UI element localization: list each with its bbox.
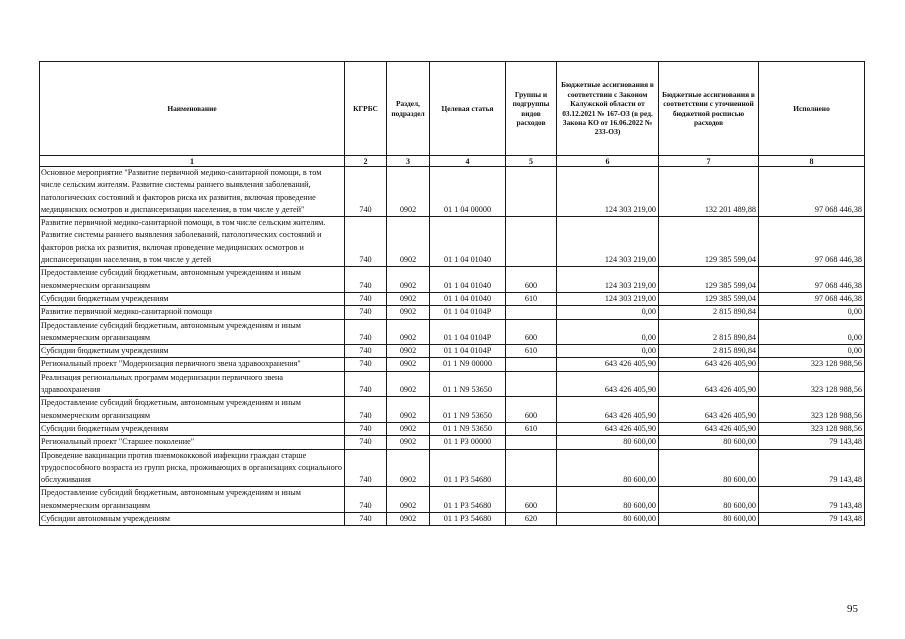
row-name: Проведение вакцинации против пневмококковой инфекции граждан старше трудоспособного возраста из групп риска, проживающих в организациях социального обслуживания <box>40 449 345 487</box>
row-section: 0902 <box>387 422 430 435</box>
row-kgrbs: 740 <box>345 513 387 526</box>
row-section: 0902 <box>387 306 430 319</box>
row-expense-group: 610 <box>506 422 557 435</box>
column-number-row <box>40 156 865 167</box>
row-budget-law: 0,00 <box>557 319 659 345</box>
row-name: Реализация региональных программ модернизации первичного звена здравоохранения <box>40 371 345 397</box>
row-name: Субсидии автономным учреждениям <box>40 513 345 526</box>
row-name: Предоставление субсидий бюджетным, автономным учреждениям и иным некоммерческим организациям <box>40 397 345 423</box>
row-target-article: 01 1 04 0104Р <box>430 319 506 345</box>
row-kgrbs: 740 <box>345 319 387 345</box>
column-number: 8 <box>759 156 865 167</box>
row-kgrbs: 740 <box>345 217 387 267</box>
row-section: 0902 <box>387 167 430 217</box>
row-name: Субсидии бюджетным учреждениям <box>40 422 345 435</box>
row-expense-group <box>506 167 557 217</box>
row-budget-law: 643 426 405,90 <box>557 422 659 435</box>
row-name: Основное мероприятие "Развитие первичной медико-санитарной помощи, в том числе сельским жителям. Развитие системы раннего выявления заболеваний, патологических состояний и факторов риска их развития, включая проведение медицинских осмотров и диспансеризации населения, в том числе у детей" <box>40 167 345 217</box>
row-expense-group <box>506 436 557 449</box>
page-number: 95 <box>847 603 858 615</box>
row-expense-group: 600 <box>506 397 557 423</box>
row-target-article: 01 1 P3 54680 <box>430 449 506 487</box>
row-section: 0902 <box>387 397 430 423</box>
row-section: 0902 <box>387 345 430 358</box>
column-number: 4 <box>430 156 506 167</box>
row-target-article: 01 1 N9 53650 <box>430 397 506 423</box>
row-kgrbs: 740 <box>345 345 387 358</box>
table-header <box>40 62 865 167</box>
row-name: Предоставление субсидий бюджетным, автономным учреждениям и иным некоммерческим организациям <box>40 267 345 293</box>
row-executed: 0,00 <box>759 306 865 319</box>
header-budget-refined: Бюджетные ассигнования в соответствии с уточненной бюджетной росписью расходов <box>659 62 759 156</box>
row-budget-refined: 132 201 489,88 <box>659 167 759 217</box>
row-target-article: 01 1 N9 00000 <box>430 358 506 371</box>
row-budget-refined: 643 426 405,90 <box>659 397 759 423</box>
row-expense-group: 610 <box>506 292 557 305</box>
row-section: 0902 <box>387 292 430 305</box>
table-row <box>40 319 865 345</box>
row-expense-group: 600 <box>506 267 557 293</box>
row-budget-law: 124 303 219,00 <box>557 267 659 293</box>
row-expense-group <box>506 449 557 487</box>
row-expense-group: 620 <box>506 513 557 526</box>
row-executed: 323 128 988,56 <box>759 371 865 397</box>
row-name: Субсидии бюджетным учреждениям <box>40 345 345 358</box>
row-target-article: 01 1 N9 53650 <box>430 371 506 397</box>
row-budget-refined: 2 815 890,84 <box>659 319 759 345</box>
row-section: 0902 <box>387 319 430 345</box>
row-expense-group <box>506 358 557 371</box>
header-name: Наименование <box>40 62 345 156</box>
row-budget-refined: 80 600,00 <box>659 487 759 513</box>
row-target-article: 01 1 P3 54680 <box>430 487 506 513</box>
header-target-article: Целевая статья <box>430 62 506 156</box>
row-section: 0902 <box>387 513 430 526</box>
column-number: 3 <box>387 156 430 167</box>
table-row <box>40 397 865 423</box>
row-name: Развитие первичной медико-санитарной помощи <box>40 306 345 319</box>
row-budget-law: 80 600,00 <box>557 513 659 526</box>
row-target-article: 01 1 04 0104Р <box>430 306 506 319</box>
column-number: 5 <box>506 156 557 167</box>
row-kgrbs: 740 <box>345 267 387 293</box>
budget-execution-table <box>39 61 865 526</box>
column-number: 6 <box>557 156 659 167</box>
row-target-article: 01 1 04 01040 <box>430 217 506 267</box>
row-budget-law: 643 426 405,90 <box>557 371 659 397</box>
row-name: Предоставление субсидий бюджетным, автономным учреждениям и иным некоммерческим организациям <box>40 319 345 345</box>
row-executed: 97 068 446,38 <box>759 167 865 217</box>
row-section: 0902 <box>387 358 430 371</box>
row-budget-law: 0,00 <box>557 345 659 358</box>
table-row <box>40 217 865 267</box>
row-budget-law: 124 303 219,00 <box>557 217 659 267</box>
row-kgrbs: 740 <box>345 436 387 449</box>
row-executed: 0,00 <box>759 345 865 358</box>
row-executed: 323 128 988,56 <box>759 358 865 371</box>
header-expense-groups: Группы и подгруппы видов расходов <box>506 62 557 156</box>
row-target-article: 01 1 N9 53650 <box>430 422 506 435</box>
row-expense-group <box>506 217 557 267</box>
row-budget-refined: 80 600,00 <box>659 436 759 449</box>
row-executed: 97 068 446,38 <box>759 292 865 305</box>
row-executed: 97 068 446,38 <box>759 267 865 293</box>
row-target-article: 01 1 04 01040 <box>430 267 506 293</box>
row-name: Региональный проект "Старшее поколение" <box>40 436 345 449</box>
row-kgrbs: 740 <box>345 358 387 371</box>
column-number: 7 <box>659 156 759 167</box>
column-number: 2 <box>345 156 387 167</box>
row-budget-law: 80 600,00 <box>557 487 659 513</box>
row-kgrbs: 740 <box>345 487 387 513</box>
header-section: Раздел, подраздел <box>387 62 430 156</box>
row-kgrbs: 740 <box>345 306 387 319</box>
row-kgrbs: 740 <box>345 397 387 423</box>
row-kgrbs: 740 <box>345 449 387 487</box>
row-section: 0902 <box>387 436 430 449</box>
row-target-article: 01 1 04 0104Р <box>430 345 506 358</box>
table-row <box>40 167 865 217</box>
row-expense-group <box>506 371 557 397</box>
row-section: 0902 <box>387 371 430 397</box>
row-target-article: 01 1 P3 54680 <box>430 513 506 526</box>
row-expense-group: 600 <box>506 319 557 345</box>
row-name: Предоставление субсидий бюджетным, автономным учреждениям и иным некоммерческим организациям <box>40 487 345 513</box>
row-budget-refined: 2 815 890,84 <box>659 345 759 358</box>
header-kgrbs: КГРБС <box>345 62 387 156</box>
row-section: 0902 <box>387 449 430 487</box>
row-section: 0902 <box>387 267 430 293</box>
table-row <box>40 422 865 435</box>
table-row <box>40 449 865 487</box>
row-budget-refined: 643 426 405,90 <box>659 358 759 371</box>
row-kgrbs: 740 <box>345 371 387 397</box>
table-row <box>40 371 865 397</box>
row-budget-refined: 129 385 599,04 <box>659 267 759 293</box>
row-executed: 79 143,48 <box>759 449 865 487</box>
table-row <box>40 487 865 513</box>
row-budget-refined: 2 815 890,84 <box>659 306 759 319</box>
table-row <box>40 267 865 293</box>
row-budget-law: 80 600,00 <box>557 449 659 487</box>
row-expense-group: 600 <box>506 487 557 513</box>
row-target-article: 01 1 04 00000 <box>430 167 506 217</box>
table-row <box>40 358 865 371</box>
header-budget-law: Бюджетные ассигнования в соответствии с Законом Калужской области от 03.12.2021 № 167-ОЗ (в ред. Закона КО от 16.06.2022 № 233-ОЗ) <box>557 62 659 156</box>
row-executed: 323 128 988,56 <box>759 422 865 435</box>
row-expense-group <box>506 306 557 319</box>
row-budget-law: 124 303 219,00 <box>557 292 659 305</box>
table-row <box>40 306 865 319</box>
row-target-article: 01 1 04 01040 <box>430 292 506 305</box>
row-kgrbs: 740 <box>345 167 387 217</box>
row-name: Развитие первичной медико-санитарной помощи, в том числе сельским жителям. Развитие системы раннего выявления заболеваний, патологических состояний и факторов риска их развития, включая проведение медицинских осмотров и диспансеризации населения, в том числе у детей <box>40 217 345 267</box>
row-executed: 323 128 988,56 <box>759 397 865 423</box>
row-budget-law: 643 426 405,90 <box>557 358 659 371</box>
row-budget-refined: 80 600,00 <box>659 513 759 526</box>
row-budget-law: 643 426 405,90 <box>557 397 659 423</box>
row-budget-law: 124 303 219,00 <box>557 167 659 217</box>
row-executed: 79 143,48 <box>759 513 865 526</box>
table-row <box>40 345 865 358</box>
header-executed: Исполнено <box>759 62 865 156</box>
table-body <box>40 167 865 526</box>
table-row <box>40 513 865 526</box>
row-executed: 97 068 446,38 <box>759 217 865 267</box>
table-row <box>40 436 865 449</box>
column-number: 1 <box>40 156 345 167</box>
row-budget-refined: 80 600,00 <box>659 449 759 487</box>
row-name: Региональный проект "Модернизация первичного звена здравоохранения" <box>40 358 345 371</box>
row-section: 0902 <box>387 487 430 513</box>
row-budget-refined: 129 385 599,04 <box>659 292 759 305</box>
budget-table-sheet <box>39 61 864 526</box>
row-budget-law: 0,00 <box>557 306 659 319</box>
row-budget-refined: 643 426 405,90 <box>659 371 759 397</box>
row-budget-refined: 643 426 405,90 <box>659 422 759 435</box>
table-row <box>40 292 865 305</box>
row-budget-refined: 129 385 599,04 <box>659 217 759 267</box>
row-name: Субсидии бюджетным учреждениям <box>40 292 345 305</box>
row-section: 0902 <box>387 217 430 267</box>
row-kgrbs: 740 <box>345 292 387 305</box>
row-executed: 79 143,48 <box>759 436 865 449</box>
row-budget-law: 80 600,00 <box>557 436 659 449</box>
row-kgrbs: 740 <box>345 422 387 435</box>
row-executed: 0,00 <box>759 319 865 345</box>
row-executed: 79 143,48 <box>759 487 865 513</box>
row-target-article: 01 1 P3 00000 <box>430 436 506 449</box>
row-expense-group: 610 <box>506 345 557 358</box>
